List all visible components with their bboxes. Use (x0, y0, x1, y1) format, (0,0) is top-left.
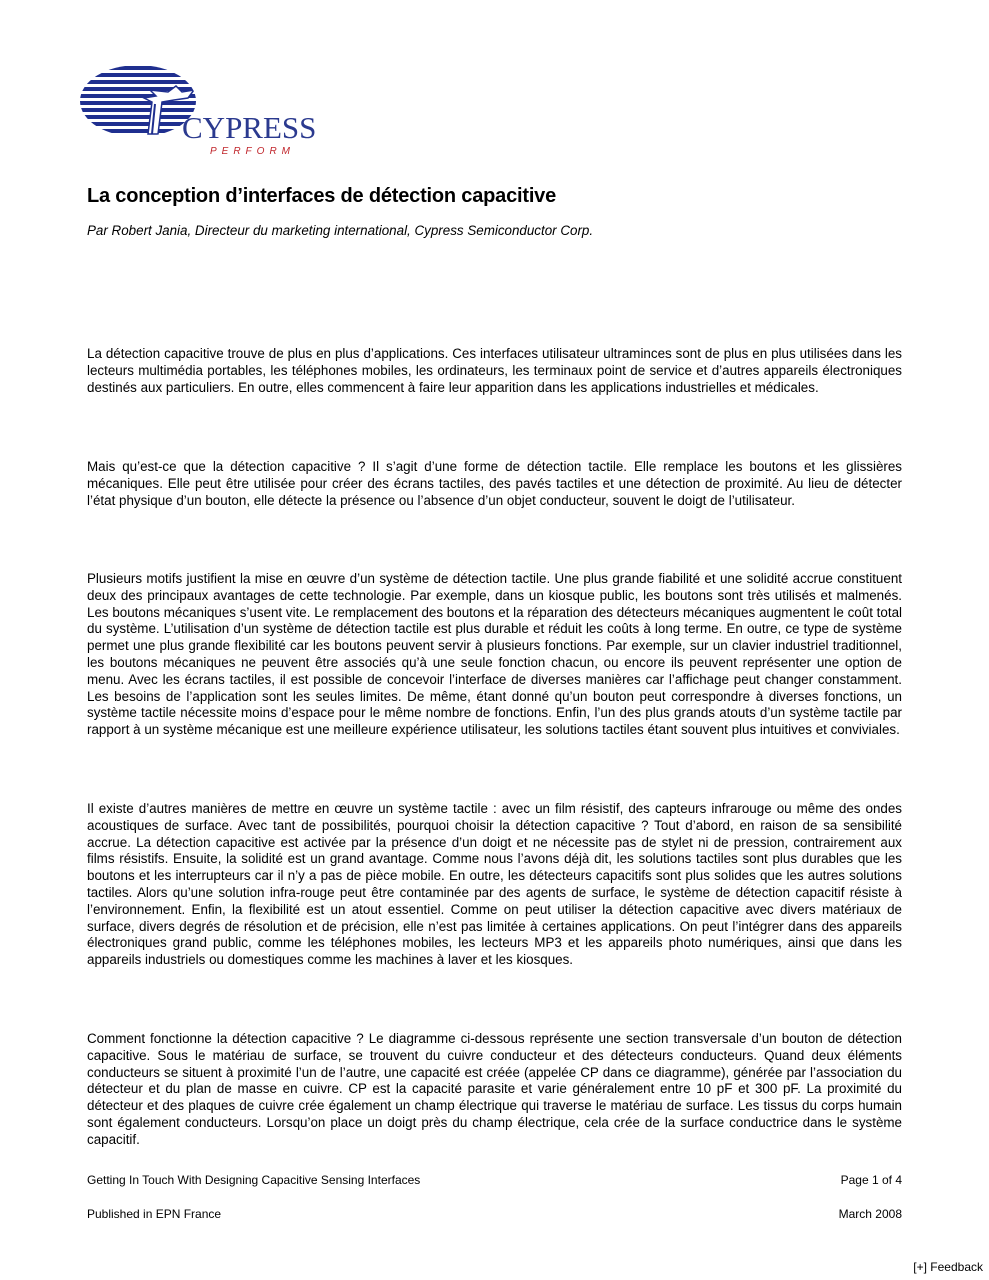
brand-name: CYPRESS (182, 110, 317, 145)
cypress-logo (78, 62, 318, 162)
footer-date: March 2008 (838, 1207, 902, 1221)
feedback-link[interactable]: [+] Feedback (913, 1260, 983, 1274)
globe-icon (78, 65, 198, 137)
article-byline: Par Robert Jania, Directeur du marketing international, Cypress Semiconductor Corp. (87, 223, 594, 238)
paragraph-alternatives: Il existe d’autres manières de mettre en œuvre un système tactile : avec un film résistif, des capteurs infrarouge ou même des ondes acoustiques de surface. Avec tant de possibilités, pourquoi choisir la détection capacitive ? Tout d’abord, en raison de sa sensibilité accrue. La détection capacitive est activée par la présence d’un doigt et ne nécessite pas de stylet ni de pression, contrairement aux films résistifs. Ensuite, la solidité est un grand avantage. Comme nous l’avons déjà dit, les solutions tactiles sont plus durables que les boutons et les interrupteurs car il n’y a pas de pièce mobile. En outre, les détecteurs capacitifs sont plus solides que les autres solutions tactiles. Alors qu’une solution infra-rouge peut être contaminée par des agents de surface, le système de détection capacitif résiste à l’environnement. Enfin, la flexibilité est un atout essentiel. Comme on peut utiliser la détection capacitive avec divers matériaux de surface, divers degrés de résolution et de précision, elle n’est pas limitée à certaines applications. On peut l’intégrer dans des appareils électroniques grand public, comme les téléphones mobiles, les lecteurs MP3 et les appareils photo numériques, ainsi que dans les appareils industriels ou domestiques comme les machines à laver et les kiosques. (87, 801, 902, 968)
footer-page-number: Page 1 of 4 (840, 1173, 902, 1187)
paragraph-motives: Plusieurs motifs justifient la mise en œuvre d’un système de détection tactile. Une plus grande fiabilité et une solidité accrue constituent deux des principaux avantages de cette technologie. Par exemple, dans un kiosque public, les boutons sont très utilisés et malmenés. Les boutons mécaniques s’usent vite. Le remplacement des boutons et la réparation des détecteurs mécaniques augmentent le coût total du système. L’utilisation d’un système de détection tactile est plus durable et réduit les coûts à long terme. En outre, ce type de système permet une plus grande flexibilité car les boutons peuvent servir à plusieurs fonctions. Par exemple, sur un clavier industriel traditionnel, les boutons mécaniques ne peuvent être associés qu’à une seule fonction chacun, ou encore ils peuvent représenter une option de menu. Avec les écrans tactiles, il est possible de concevoir l’interface de diverses manières car l’affichage peut changer constamment. Les besoins de l’application sont les seules limites. De même, étant donné qu’un bouton peut correspondre à diverses fonctions, un système tactile nécessite moins d’espace pour le même nombre de fonctions. Enfin, l’un des plus grands atouts d’un système tactile par rapport à un système mécanique est une meilleure expérience utilisateur, les solutions tactiles étant souvent plus intuitives et conviviales. (87, 571, 902, 738)
footer-row-2 (87, 1206, 902, 1222)
footer-doc-title: Getting In Touch With Designing Capacitive Sensing Interfaces (87, 1173, 421, 1187)
article-title: La conception d’interfaces de détection capacitive (87, 185, 557, 207)
paragraph-intro: La détection capacitive trouve de plus en plus d’applications. Ces interfaces utilisateur ultraminces sont de plus en plus utilisées dans les lecteurs multimédia portables, les téléphones mobiles, les ordinateurs, les terminaux point de service et d’autres appareils électroniques destinés aux particuliers. En outre, elles commencent à faire leur apparition dans les applications industrielles et médicales. (87, 346, 902, 395)
footer-published: Published in EPN France (87, 1207, 222, 1221)
brand-tagline: PERFORM (210, 146, 295, 157)
paragraph-definition: Mais qu’est-ce que la détection capacitive ? Il s’agit d’une forme de détection tactile. Elle remplace les boutons et les glissières mécaniques. Elle peut être utilisée pour créer des écrans tactiles, des pavés tactiles et une détection de proximité. Au lieu de détecter l’état physique d’un bouton, elle détecte la présence ou l’absence d’un objet conducteur, souvent le doigt de l’utilisateur. (87, 459, 902, 508)
paragraph-how-it-works: Comment fonctionne la détection capacitive ? Le diagramme ci-dessous représente une section transversale d’un bouton de détection capacitive. Sous le matériau de surface, se trouvent du cuivre conducteur et des détecteurs conducteurs. Quand deux éléments conducteurs se situent à proximité l’un de l’autre, une capacité est créée (appelée CP dans ce diagramme), générée par l’association du détecteur et du plan de masse en cuivre. CP est la capacité parasite et varie généralement entre 10 pF et 300 pF. La proximité du détecteur et des plaques de cuivre crée également un champ électrique qui traverse le matériau de surface. Les tissus du corps humain sont également conducteurs. Lorsqu’on place un doigt près du champ électrique, cela crée de la surface conductrice dans le système capacitif. (87, 1031, 902, 1147)
footer-row-1 (87, 1172, 902, 1188)
